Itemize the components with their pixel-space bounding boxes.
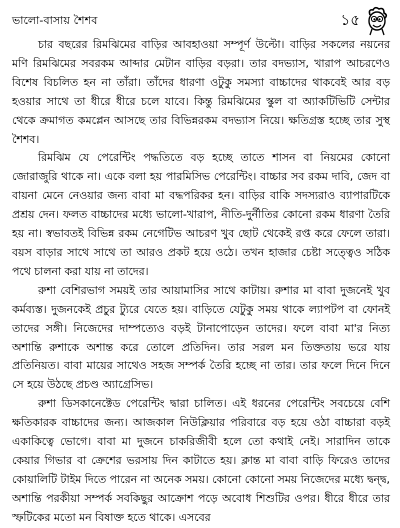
paragraph-1: চার বছরের রিমঝিমের বাড়ির আবহাওয়া সম্পূর্ণ উল্টো। বাড়ির সকলের নয়নের মণি রিমঝিমের সবরকম আব্দার মেটান বাড়ির বড়রা। তার বদভ্যাস, খারাপ আচরণেও বিশেষ বিচলিত হন না তাঁরা। তাঁদের ধারণা ওটুকু সমস্যা বাচ্চাদের থাকবেই আর বড় হওয়ার সাথে তা ধীরে ধীরে চলে যাবে। কিন্তু রিমঝিমের স্কুল বা অ্যাকটিভিটি সেন্টার থেকে ক্রমাগত কমপ্লেন আসছে তার বিভিন্নরকম বদভ্যাস নিয়ে। ক্ষতিগ্রস্ত হচ্ছে তার সুস্থ শৈশব। bbox=[12, 38, 390, 146]
cartoon-face-icon bbox=[364, 6, 390, 36]
paragraph-3: রুশা বেশিরভাগ সময়ই তার আয়ামাসির সাথে কাটায়। রুশার মা বাবা দুজনেই খুব কর্মব্যস্ত। দুজনকেই প্রচুর ট্যুরে যেতে হয়। বাড়িতে যেটুকু সময় থাকে ল্যাপটপ বা ফোনই তাদের সঙ্গী। নিজেদের দাম্পত্যেও বড়ই টানাপোড়েন তাদের। ফলে বাবা মা'র নিত্য অশান্তি রুশাকে অশান্ত করে তোলে প্রতিদিন। তার সরল মন তিক্ততায় ভরে যায় প্রতিনিয়ত। বাবা মায়ের সাথেও সহজ সম্পর্ক তৈরি হচ্ছে না তার। তার ফলে দিনে দিনে সে হয়ে উঠছে প্রচণ্ড অ্যাগ্রেসিভ। bbox=[12, 283, 390, 392]
paragraph-4: রুশা ডিসকানেক্টেড পেরেন্টিং দ্বারা চালিত। এই ধরনের পেরেন্টিং সবচেয়ে বেশি ক্ষতিকারক বাচ্চাদের জন্য। আজকাল নিউক্লিয়ার পরিবারে বড় হয়ে ওঠা বাচ্চারা বড়ই একাকিত্বে ভোগে। বাবা মা দুজনে চাকরিজীবী হলে তো কথাই নেই। সারাদিন তাকে কেয়ার গিভার বা ক্রেশের ভরসায় দিন কাটাতে হয়। ক্লান্ত মা বাবা বাড়ি ফিরেও তাদের কোয়ালিটি টাইম দিতে পারেন না অনেক সময়। কোনো কোনো সময় নিজেদের মধ্যে দ্বন্দ্ব, অশান্তি পরকীয়া সম্পর্ক সবকিছুর আক্রোশ পড়ে অবোধ শিশুটির ওপর। ধীরে ধীরে তার স্ফটিকের মতো মন বিষাক্ত হতে থাকে। এসবের bbox=[12, 397, 390, 524]
paragraph-2: রিমঝিম যে পেরেন্টিং পদ্ধতিতে বড় হচ্ছে তাতে শাসন বা নিয়মের কোনো জোরাজুরি থাকে না। একে বলা হয় পারমিসিভ পেরেন্টিং। বাচ্চার সব রকম দাবি, জেদ বা বায়না মেনে নেওয়ার জন্য বাবা মা বদ্ধপরিকর হন। বাড়ির বাকি সদস্যরাও ব্যাপারটিকে প্রশ্রয় দেন। ফলত বাচ্চাদের মধ্যে ভালো-খারাপ, নীতি-দুর্নীতির কোনো রকম ধারণা তৈরি হয় না। স্বভাবতই বিভিন্ন রকম নেগেটিভ আচরণ খুব ছোট থেকেই রপ্ত করে ফেলে তারা। বয়স বাড়ার সাথে সাথে তা আরও প্রকট হয়ে ওঠে। তখন হাজার চেষ্টা সত্ত্বেও সঠিক পথে চালনা করা যায় না তাদের। bbox=[12, 151, 390, 278]
running-title: ভালো-বাসায় শৈশব bbox=[12, 14, 98, 27]
page-number: ১৫ bbox=[340, 11, 360, 29]
body-text bbox=[12, 36, 390, 528]
page-header bbox=[12, 6, 390, 36]
